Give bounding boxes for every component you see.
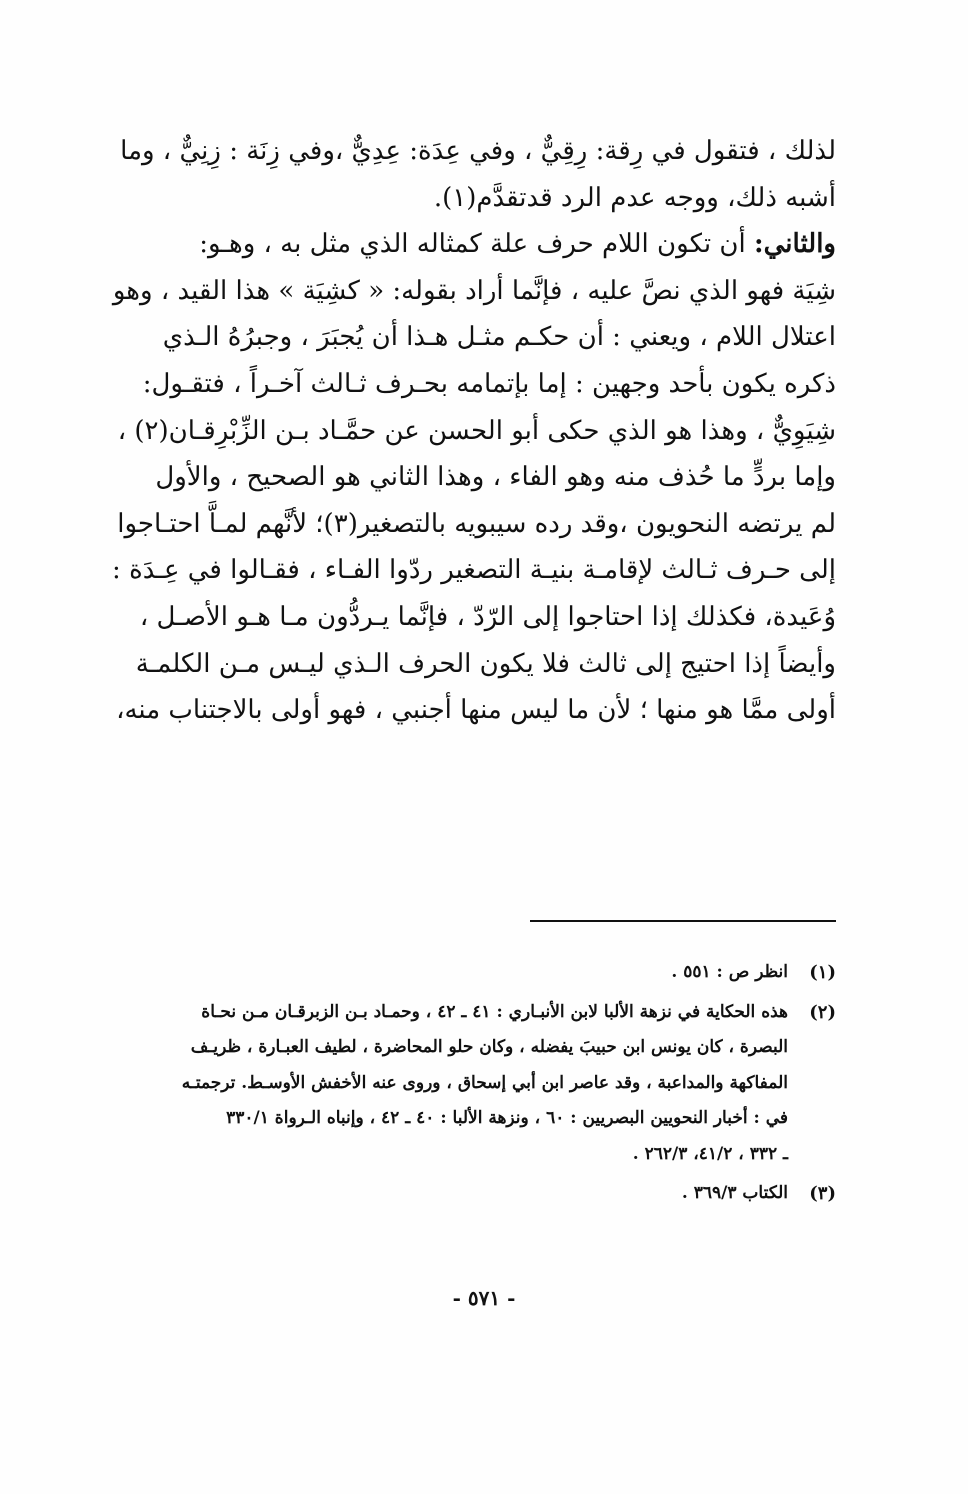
page-number: - ٥٧١ -: [452, 1286, 516, 1310]
footnote-3: [160, 1176, 836, 1212]
footnote-number: (١): [809, 962, 836, 983]
text-line: اعتلال اللام ، ويعني : أن حكـم مثـل هـذا أن يُجبَرَ ، وجبرُهُ الـذي: [162, 322, 836, 353]
section-heading: والثاني:: [754, 229, 836, 260]
text-line: شِيَة فهو الذي نصَّ عليه ، فإنَّما أراد بقوله: « كشِيَة » هذا القيد ، وهو: [112, 275, 836, 306]
text-line-rest: أن تكون اللام حرف علة كمثاله الذي مثل به ، وهـو:: [199, 229, 755, 260]
footnote-number: (٢): [809, 1001, 836, 1023]
footnote-separator: [530, 920, 836, 922]
footnotes: [160, 955, 836, 1216]
text-line: إلى حـرف ثـالث لإقامـة بنيـة التصغير ردّوا الفـاء ، فقـالوا في عِـدَة :: [112, 555, 836, 586]
footnote-2: [160, 995, 836, 1173]
footnote-line: البصرة ، كان يونس ابن حبيبَ يفضله ، وكان حلو المحاضرة ، لطيف العبـارة ، ظريـف: [190, 1037, 788, 1057]
main-text: [112, 128, 836, 734]
footnote-body: [160, 995, 788, 1173]
text-line: [160, 221, 836, 268]
text-line: لم يرتضه النحويون ،وقد رده سيبويه بالتصغير(٣)؛ لأنَّهم لمـاَّ احتـاجوا: [117, 508, 836, 539]
footnote-body: [160, 955, 788, 991]
text-line: لذلك ، فتقول في رِقة: رِقِيٌّ ، وفي عِدَة: عِدِيٌّ ،وفي زِنَة : زِنِيٌّ ، وما: [120, 136, 836, 166]
footnote-line: انظر ص : ٥٥١ .: [671, 962, 788, 982]
footnote-line: ـ ٣٣٢ ، ٤١/٢، ٢٦٢/٣ .: [632, 1143, 788, 1164]
text-line: شِيَوِيٌّ ، وهذا هو الذي حكى أبو الحسن عن حمَّـاد بـن الزِّبْرِقـان(٢) ،: [117, 415, 836, 446]
footnote-line: في : أخبار النحويين البصريين : ٦٠ ، ونزهة الألبا : ٤٠ ـ ٤٢ ، وإنباه الـرواة ٣٣٠/١: [226, 1108, 788, 1128]
footnote-1: [160, 955, 836, 991]
footnote-line: المفاكهة والمداعبة ، وقد عاصر ابن أبي إسحاق ، وروى عنه الأخفش الأوسـط. ترجمتـه: [181, 1072, 788, 1093]
footnote-line: هذه الحكاية في نزهة الألبا لابن الأنبـاري : ٤١ ـ ٤٢ ، وحمـاد بـن الزبرقـان مـن نحـاة: [201, 1001, 788, 1022]
text-line: ذكره يكون بأحد وجهين : إما بإتمامه بحـرف ثـالث آخـراً ، فتقـول:: [142, 368, 836, 399]
footnote-body: [160, 1176, 788, 1212]
text-line: وُعَيدة، فكذلك إذا احتاجوا إلى الرّدّ ، فإنَّما يـردُّون مـا هـو الأصـل ،: [139, 601, 836, 632]
text-line: وإما بردٍّ ما حُذف منه وهو الفاء ، وهذا الثاني هو الصحيح ، والأول: [155, 462, 836, 493]
text-line: أولى ممَّا هو منها ؛ لأن ما ليس منها أجنبي ، فهو أولى بالاجتناب منه،: [116, 695, 836, 726]
footnote-number: (٣): [809, 1183, 836, 1204]
footnote-line: الكتاب ٣٦٩/٣ .: [681, 1183, 788, 1203]
text-line: وأيضاً إذا احتيج إلى ثالث فلا يكون الحرف الـذي ليـس مـن الكلمـة: [135, 648, 836, 679]
text-line: أشبه ذلك، ووجه عدم الرد قدتقدَّم(١).: [433, 182, 836, 213]
